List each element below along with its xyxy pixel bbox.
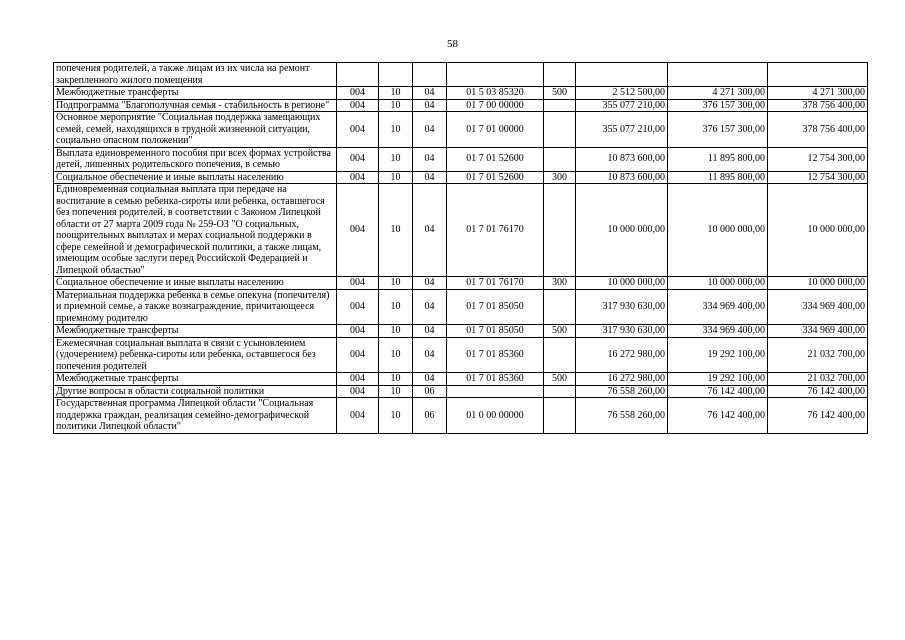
amount-year1-cell: 317 930 630,00 (576, 325, 668, 338)
amount-year3-cell: 378 756 400,00 (768, 112, 868, 148)
amount-year3-cell: 10 000 000,00 (768, 277, 868, 290)
expense-type-cell (544, 112, 576, 148)
section-code-cell: 10 (379, 87, 413, 100)
target-article-cell: 01 7 01 85050 (447, 325, 544, 338)
expense-type-cell (544, 385, 576, 398)
target-article-cell: 01 7 01 85360 (447, 373, 544, 386)
expense-type-cell (544, 289, 576, 325)
target-article-cell (447, 385, 544, 398)
table-row (54, 99, 868, 112)
row-name-cell: Материальная поддержка ребенка в семье опекуна (попечителя) и приемной семье, а также вознаграждение, причитающееся приемному родителю (54, 289, 337, 325)
admin-code-cell: 004 (337, 325, 379, 338)
row-name-cell: Единовременная социальная выплата при передаче на воспитание в семью ребенка-сироты или ребенка, оставшегося без попечения родителей, в соответствии с Законом Липецкой области от 27 марта 2009 года № 259-ОЗ "О социальных, поощрительных выплатах и мерах социальной поддержки в сфере семейной и демографической политики, а также лицам, имеющим особые заслуги перед Российской Федерацией и Липецкой областью" (54, 184, 337, 277)
row-name-cell: Межбюджетные трансферты (54, 87, 337, 100)
amount-year2-cell: 4 271 300,00 (668, 87, 768, 100)
target-article-cell: 01 7 01 52600 (447, 171, 544, 184)
amount-year2-cell: 19 292 100,00 (668, 337, 768, 373)
expense-type-cell: 500 (544, 325, 576, 338)
table-row (54, 289, 868, 325)
section-code-cell: 10 (379, 112, 413, 148)
amount-year3-cell: 76 142 400,00 (768, 398, 868, 434)
table-row (54, 87, 868, 100)
amount-year2-cell: 19 292 100,00 (668, 373, 768, 386)
budget-table (53, 62, 868, 434)
row-name-cell: Межбюджетные трансферты (54, 325, 337, 338)
amount-year1-cell: 2 512 500,00 (576, 87, 668, 100)
subsection-code-cell: 04 (413, 99, 447, 112)
row-name-cell: Выплата единовременного пособия при всех формах устройства детей, лишенных родительского попечения, в семью (54, 147, 337, 171)
section-code-cell: 10 (379, 289, 413, 325)
table-row (54, 385, 868, 398)
section-code-cell: 10 (379, 398, 413, 434)
section-code-cell (379, 63, 413, 87)
row-name-cell: Социальное обеспечение и иные выплаты населению (54, 171, 337, 184)
subsection-code-cell: 04 (413, 337, 447, 373)
expense-type-cell (544, 398, 576, 434)
budget-table-body (54, 63, 868, 434)
subsection-code-cell: 04 (413, 87, 447, 100)
amount-year1-cell: 10 873 600,00 (576, 171, 668, 184)
subsection-code-cell: 06 (413, 385, 447, 398)
amount-year2-cell: 334 969 400,00 (668, 325, 768, 338)
amount-year1-cell: 355 077 210,00 (576, 99, 668, 112)
row-name-cell: Социальное обеспечение и иные выплаты населению (54, 277, 337, 290)
expense-type-cell: 500 (544, 373, 576, 386)
row-name-cell: попечения родителей, а также лицам из их числа на ремонт закрепленного жилого помещения (54, 63, 337, 87)
target-article-cell: 01 7 01 85050 (447, 289, 544, 325)
amount-year3-cell: 334 969 400,00 (768, 325, 868, 338)
section-code-cell: 10 (379, 99, 413, 112)
subsection-code-cell: 04 (413, 325, 447, 338)
admin-code-cell: 004 (337, 398, 379, 434)
row-name-cell: Подпрограмма "Благополучная семья - стабильность в регионе" (54, 99, 337, 112)
expense-type-cell (544, 337, 576, 373)
row-name-cell: Другие вопросы в области социальной политики (54, 385, 337, 398)
expense-type-cell (544, 147, 576, 171)
expense-type-cell: 300 (544, 171, 576, 184)
amount-year3-cell: 4 271 300,00 (768, 87, 868, 100)
amount-year2-cell: 334 969 400,00 (668, 289, 768, 325)
amount-year3-cell: 21 032 700,00 (768, 373, 868, 386)
subsection-code-cell (413, 63, 447, 87)
amount-year2-cell: 11 895 800,00 (668, 171, 768, 184)
subsection-code-cell: 06 (413, 398, 447, 434)
row-name-cell: Ежемесячная социальная выплата в связи с усыновлением (удочерением) ребенка-сироты или ребенка, оставшегося без попечения родителей (54, 337, 337, 373)
section-code-cell: 10 (379, 184, 413, 277)
amount-year2-cell: 76 142 400,00 (668, 385, 768, 398)
admin-code-cell: 004 (337, 112, 379, 148)
target-article-cell (447, 63, 544, 87)
amount-year3-cell: 378 756 400,00 (768, 99, 868, 112)
table-row (54, 112, 868, 148)
amount-year1-cell: 16 272 980,00 (576, 373, 668, 386)
amount-year2-cell (668, 63, 768, 87)
amount-year3-cell (768, 63, 868, 87)
admin-code-cell: 004 (337, 385, 379, 398)
table-row (54, 147, 868, 171)
subsection-code-cell: 04 (413, 373, 447, 386)
admin-code-cell: 004 (337, 147, 379, 171)
admin-code-cell: 004 (337, 289, 379, 325)
subsection-code-cell: 04 (413, 171, 447, 184)
subsection-code-cell: 04 (413, 112, 447, 148)
amount-year1-cell (576, 63, 668, 87)
target-article-cell: 01 7 01 85360 (447, 337, 544, 373)
table-row (54, 398, 868, 434)
amount-year2-cell: 11 895 800,00 (668, 147, 768, 171)
target-article-cell: 01 7 01 00000 (447, 112, 544, 148)
table-row (54, 171, 868, 184)
target-article-cell: 01 7 01 76170 (447, 277, 544, 290)
table-row (54, 337, 868, 373)
target-article-cell: 01 7 01 76170 (447, 184, 544, 277)
amount-year3-cell: 334 969 400,00 (768, 289, 868, 325)
expense-type-cell (544, 184, 576, 277)
table-row (54, 63, 868, 87)
amount-year2-cell: 376 157 300,00 (668, 112, 768, 148)
amount-year1-cell: 10 000 000,00 (576, 184, 668, 277)
section-code-cell: 10 (379, 147, 413, 171)
target-article-cell: 01 7 01 52600 (447, 147, 544, 171)
admin-code-cell: 004 (337, 99, 379, 112)
target-article-cell: 01 0 00 00000 (447, 398, 544, 434)
subsection-code-cell: 04 (413, 277, 447, 290)
amount-year3-cell: 76 142 400,00 (768, 385, 868, 398)
section-code-cell: 10 (379, 277, 413, 290)
row-name-cell: Межбюджетные трансферты (54, 373, 337, 386)
subsection-code-cell: 04 (413, 147, 447, 171)
admin-code-cell: 004 (337, 337, 379, 373)
expense-type-cell: 500 (544, 87, 576, 100)
amount-year1-cell: 76 558 260,00 (576, 398, 668, 434)
amount-year1-cell: 317 930 630,00 (576, 289, 668, 325)
subsection-code-cell: 04 (413, 289, 447, 325)
section-code-cell: 10 (379, 385, 413, 398)
amount-year3-cell: 12 754 300,00 (768, 147, 868, 171)
amount-year2-cell: 376 157 300,00 (668, 99, 768, 112)
expense-type-cell: 300 (544, 277, 576, 290)
expense-type-cell (544, 99, 576, 112)
section-code-cell: 10 (379, 337, 413, 373)
target-article-cell: 01 5 03 85320 (447, 87, 544, 100)
amount-year2-cell: 76 142 400,00 (668, 398, 768, 434)
amount-year1-cell: 16 272 980,00 (576, 337, 668, 373)
admin-code-cell: 004 (337, 171, 379, 184)
table-row (54, 277, 868, 290)
admin-code-cell: 004 (337, 277, 379, 290)
amount-year1-cell: 355 077 210,00 (576, 112, 668, 148)
amount-year2-cell: 10 000 000,00 (668, 277, 768, 290)
amount-year3-cell: 21 032 700,00 (768, 337, 868, 373)
admin-code-cell: 004 (337, 87, 379, 100)
section-code-cell: 10 (379, 171, 413, 184)
subsection-code-cell: 04 (413, 184, 447, 277)
row-name-cell: Государственная программа Липецкой области "Социальная поддержка граждан, реализация семейно-демографической политики Липецкой области" (54, 398, 337, 434)
table-row (54, 373, 868, 386)
table-row (54, 184, 868, 277)
admin-code-cell (337, 63, 379, 87)
table-row (54, 325, 868, 338)
amount-year3-cell: 10 000 000,00 (768, 184, 868, 277)
amount-year3-cell: 12 754 300,00 (768, 171, 868, 184)
row-name-cell: Основное мероприятие "Социальная поддержка замещающих семей, семей, находящихся в трудной жизненной ситуации, социально опасном положении" (54, 112, 337, 148)
page-number: 58 (447, 38, 458, 50)
amount-year1-cell: 10 873 600,00 (576, 147, 668, 171)
amount-year1-cell: 10 000 000,00 (576, 277, 668, 290)
amount-year1-cell: 76 558 260,00 (576, 385, 668, 398)
admin-code-cell: 004 (337, 184, 379, 277)
section-code-cell: 10 (379, 325, 413, 338)
amount-year2-cell: 10 000 000,00 (668, 184, 768, 277)
section-code-cell: 10 (379, 373, 413, 386)
expense-type-cell (544, 63, 576, 87)
admin-code-cell: 004 (337, 373, 379, 386)
target-article-cell: 01 7 00 00000 (447, 99, 544, 112)
